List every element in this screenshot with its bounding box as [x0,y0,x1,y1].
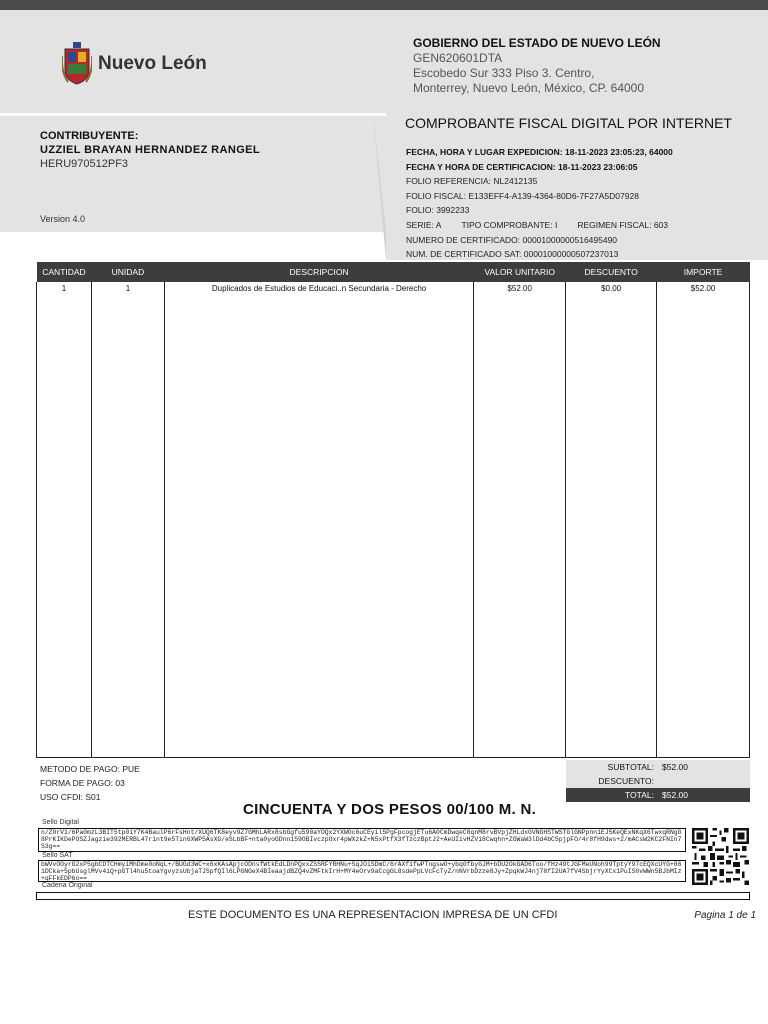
numero-certificado-sat: NUM. DE CERTIFICADO SAT: 00001000000507237013 [406,249,619,260]
total-row [566,788,750,802]
payment-info [40,762,140,804]
logo-text: Nuevo León [98,53,207,74]
sello-digital-label: Sello Digital [42,819,79,826]
issuer-address-2: Monterrey, Nuevo León, México, CP. 64000 [413,81,645,95]
folio-fiscal: FOLIO FISCAL: E133EFF4-A139-4364-80D6-7F27A5D07928 [406,190,639,201]
column-header: DESCRIPCION [164,262,473,282]
column-header: IMPORTE [657,262,750,282]
receiver-block [40,130,260,171]
receiver-heading: CONTRIBUYENTE: [40,130,139,142]
cell-descripcion: Duplicados de Estudios de Educaci..n Secundaria - Derecho [164,282,473,296]
issuer-address-1: Escobedo Sur 333 Piso 3. Centro, [413,66,595,80]
descuento-row [566,774,750,788]
cell-descuento: $0.00 [566,282,657,296]
regimen-fiscal: REGIMEN FISCAL: 603 [577,219,669,230]
issuer-rfc: GEN620601DTA [413,51,503,65]
receiver-rfc: HERU970512PF3 [40,158,129,170]
receiver-name: UZZIEL BRAYAN HERNANDEZ RANGEL [40,144,261,156]
top-bar [0,0,768,10]
column-header: DESCUENTO [566,262,657,282]
issuer-block [413,36,763,96]
column-header: VALOR UNITARIO [474,262,566,282]
forma-pago: FORMA DE PAGO: 03 [40,778,125,788]
table-row [37,282,750,296]
page-number: Pagina 1 de 1 [694,910,756,921]
issuer-logo [62,40,212,90]
qr-code-icon [692,828,749,885]
subtotal-row [566,760,750,774]
folio-referencia: FOLIO REFERENCIA: NL2412135 [406,176,538,187]
cadena-original-label: Cadena Original [42,882,93,889]
subtotal-label: SUBTOTAL: [607,762,654,772]
metodo-pago: METODO DE PAGO: PUE [40,764,140,774]
descuento-label: DESCUENTO: [598,776,654,786]
uso-cfdi: USO CFDI: S01 [40,792,101,802]
cell-valor-unitario: $52.00 [474,282,566,296]
numero-certificado: NUMERO DE CERTIFICADO: 00001000000516495490 [406,234,618,245]
totals-block [566,760,750,802]
document-title: COMPROBANTE FISCAL DIGITAL POR INTERNET [405,115,732,131]
items-table [36,262,750,758]
footer-text: ESTE DOCUMENTO ES UNA REPRESENTACION IMPRESA DE UN CFDI [188,909,558,921]
tipo-comprobante: TIPO COMPROBANTE: I [461,219,558,230]
total-value: $52.00 [662,790,688,800]
cell-importe: $52.00 [657,282,750,296]
cell-unidad: 1 [91,282,164,296]
issue-date: FECHA, HORA Y LUGAR EXPEDICION: 18-11-2023 23:05:23, 64000 [406,147,673,157]
issuer-name: GOBIERNO DEL ESTADO DE NUEVO LEÓN [413,36,661,50]
sello-digital: n/Z0rV1/6Pa0mzL3BIT5tp0iY7K4BaulP6rFsHnt/XUQ6TK8eyv9Z7GMhLARx8sbGgfu590aYOQx2YXWOc6uCEyil5PgFpcogjETu6A0CmDwqeC8qnM8rvBVpjZHLdxGVNGHSTWSTGlGNPpnn1EJ5KeQExNKqX6TwxqRNgG8PrKIKDePOSZJagzie392MERBL47rint9e5Tin6XWP5AsXG/eSLbBF+nta0yoGDnn159OBIvczpOxr4pWXzkZ+N5xPtfX3fTzczBptJ2+AeUIivHZVi8Cwqhn+ZGWaW3lDd4bC5pjpFO/4r8fH9dws+2/mACsW2KC2FNIn7S3g== [38,828,686,852]
subtotal-value: $52.00 [662,762,688,772]
column-header: UNIDAD [91,262,164,282]
table-empty-space [37,296,750,758]
amount-in-words: CINCUENTA Y DOS PESOS 00/100 M. N. [243,801,537,818]
sello-sat: bWVvOOyrG2xP5gbCDTCHmyiMhDme0oNqL+/BUGd3WC+x6xKAsApjcODnsfWtkEdLDnPQxxZSSRFYRHNu+SqJOiSDmC/6rAXfifwPTngswO+ybq0fbyGJM+bDU2OkGAD6Too/fHz49tJGFMeUNoh99TptyY97cEQXcUYG+861DCka+5pbUsglMVv4iQ+pGTl4hu5toaYgvyzsUbjaTJSpfQIl6LPGNGeX4BIeaajdBZQ4vZMFtkIrH+MY4eOrv9aCcgGL8sdePpLVcFcTyZ/nNVrbDzze8Jy+ZpqkWJ4nj78fI2UA7fV4SbjrYyXCx1PuIS0vWWn5BJbMIz+qFFkEDP6o== [38,860,686,882]
serie: SERIE: A [406,219,442,230]
serie-line [406,218,761,233]
table-header-row [37,262,750,282]
cadena-original [36,892,750,900]
cfdi-version: Version 4.0 [40,214,86,224]
sello-sat-label: Sello SAT [42,852,73,859]
total-label: TOTAL: [625,790,654,800]
folio: FOLIO: 3992233 [406,205,470,216]
document-metadata [406,145,761,262]
column-header: CANTIDAD [37,262,92,282]
coat-of-arms-icon [62,42,92,86]
cell-cantidad: 1 [37,282,92,296]
certification-date: FECHA Y HORA DE CERTIFICACION: 18-11-2023 23:06:05 [406,161,638,172]
